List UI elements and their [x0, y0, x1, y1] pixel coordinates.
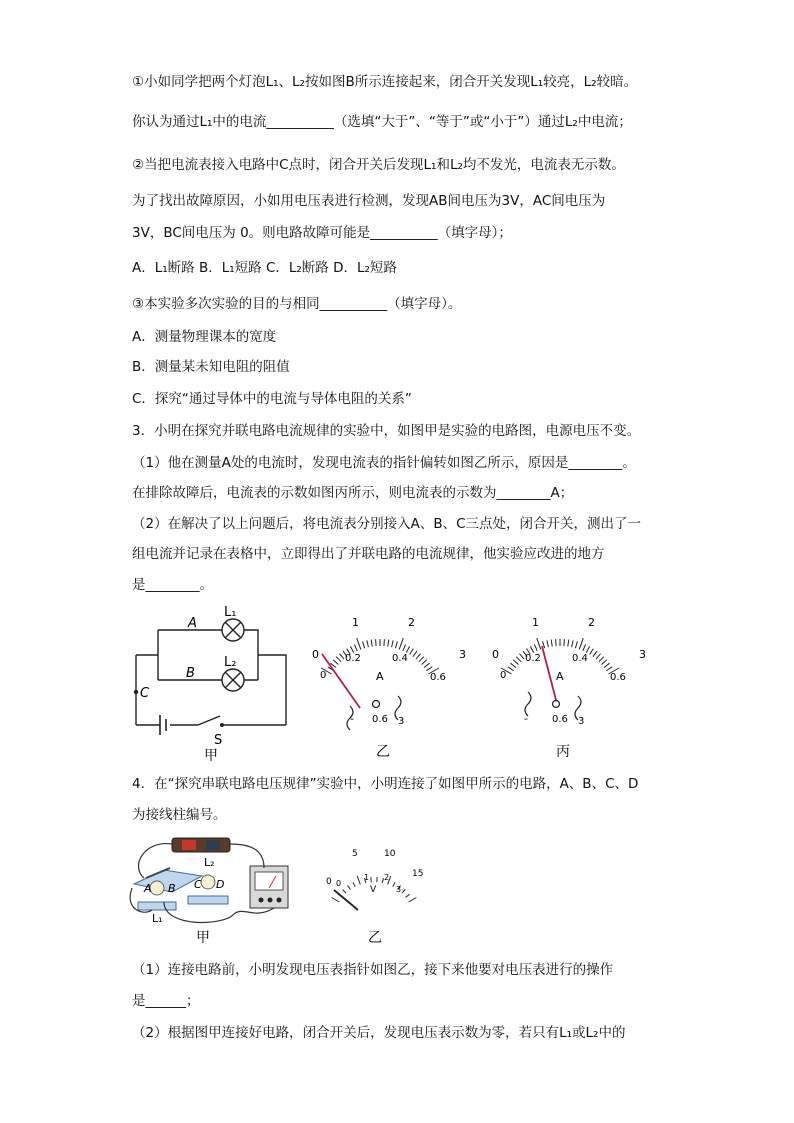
scale-tick	[367, 640, 369, 647]
scale-tick	[583, 644, 586, 650]
ammeter-scale-ticks	[501, 638, 619, 674]
scale-tick	[424, 663, 430, 667]
unit-label: A	[556, 670, 564, 683]
scale-tick	[363, 641, 365, 648]
scale-tick	[586, 646, 589, 652]
scale-tick	[604, 663, 610, 667]
battery-icon	[172, 838, 230, 852]
text-line: 组电流并记录在表格中，立即得出了并联电路的电流规律，他实验应改进的地方	[132, 546, 605, 562]
voltmeter-yi	[326, 849, 423, 946]
scale-label: 0	[326, 877, 332, 887]
scale-tick	[357, 638, 361, 649]
scale-label: 3	[396, 885, 402, 894]
scale-tick	[575, 641, 577, 648]
text-line: ①小如同学把两个灯泡L₁、L₂按如图B所示连接起来，闭合开关发现L₁较亮，L₂较暗。	[132, 74, 638, 90]
terminal-icon	[373, 701, 380, 708]
label-point-a: A	[188, 616, 197, 631]
text-line: （2）根据图甲连接好电路，闭合开关后，发现电压表示数为零，若只有L₁或L₂中的	[132, 1025, 626, 1041]
scale-label: 0	[320, 670, 327, 681]
scale-label: 0.6	[430, 672, 446, 683]
lamp-base	[188, 896, 228, 904]
scale-tick	[556, 639, 557, 646]
ammeter-bing	[492, 616, 646, 760]
scale-tick	[402, 890, 406, 894]
text-line: C．探究“通过导体中的电流与导体电阻的关系”	[132, 391, 412, 407]
scale-label: 0.6	[610, 672, 626, 683]
scale-label: 3	[459, 648, 466, 661]
scale-label: 0	[492, 648, 499, 661]
caption-yi: 乙	[376, 744, 390, 760]
label-b: B	[168, 882, 176, 895]
scale-tick	[513, 660, 518, 665]
scale-tick	[422, 660, 427, 665]
point-c-dot	[134, 690, 138, 694]
scale-tick	[602, 660, 607, 665]
figure-4	[124, 830, 444, 950]
scale-tick	[599, 657, 604, 662]
scale-tick	[593, 651, 597, 657]
scale-tick	[590, 649, 594, 655]
text-line: 在排除故障后，电流表的示数如图丙所示，则电流表的示数为________A；	[132, 485, 574, 501]
scale-label: 3	[639, 648, 646, 661]
scale-tick	[419, 657, 424, 662]
bulb-icon	[201, 875, 215, 889]
terminal-label: 0.6	[552, 714, 568, 725]
scale-tick	[371, 640, 372, 647]
series-circuit-photo	[130, 838, 288, 946]
scale-tick	[537, 638, 541, 649]
scale-tick	[343, 890, 347, 894]
scale-tick	[426, 667, 432, 671]
scale-label: 5	[352, 849, 358, 859]
scale-label: 1	[532, 616, 539, 629]
terminal-label: -	[524, 712, 528, 725]
parallel-circuit-diagram	[136, 619, 286, 735]
scale-tick	[520, 654, 525, 659]
scale-tick	[393, 882, 395, 886]
scale-tick	[376, 639, 377, 646]
text-line: 是______；	[132, 993, 200, 1009]
scale-tick	[606, 667, 612, 671]
scale-tick	[384, 639, 385, 646]
text-line: 你认为通过L₁中的电流__________（选填“大于”、“等于”或“小于”）通过L₂中电流；	[132, 114, 632, 130]
ammeter-yi	[312, 616, 466, 760]
text-line: ③本实验多次实验的目的与相同__________（填字母）。	[132, 296, 462, 312]
scale-tick	[336, 657, 341, 662]
label-l2: L₂	[204, 856, 215, 869]
scale-tick	[508, 667, 514, 671]
scale-label: 0.4	[392, 653, 408, 664]
text-line: （2）在解决了以上问题后，将电流表分别接入A、B、C三点处，闭合开关，测出了一	[132, 516, 642, 532]
scale-tick	[510, 663, 516, 667]
scale-label: 0.2	[345, 653, 361, 664]
text-line: B．测量某未知电阻的阻值	[132, 359, 290, 375]
scale-label: 0	[500, 670, 507, 681]
scale-tick	[516, 657, 521, 662]
label-c: C	[194, 878, 202, 891]
label-point-b: B	[186, 666, 195, 681]
scale-tick	[547, 640, 549, 647]
caption-bing: 丙	[556, 744, 570, 760]
scale-label: 0	[312, 648, 319, 661]
scale-tick	[353, 882, 355, 886]
text-line: 3V，BC间电压为 0。则电路故障可能是__________（填字母）；	[132, 225, 512, 241]
scale-tick	[340, 654, 345, 659]
scale-tick	[572, 640, 574, 647]
scale-tick	[416, 654, 421, 659]
scale-label: 1	[364, 873, 370, 882]
terminal-label: 3	[578, 716, 585, 727]
scale-tick	[410, 649, 414, 655]
caption-yi: 乙	[368, 930, 382, 946]
scale-label: 0.4	[572, 653, 588, 664]
scale-label: 2	[408, 616, 415, 629]
scale-label: 15	[412, 869, 424, 879]
scale-label: 0	[336, 879, 342, 888]
scale-tick	[392, 640, 394, 647]
text-line: （1）他在测量A处的电流时，发现电流表的指针偏转如图乙所示，原因是________。	[132, 455, 636, 471]
text-line: 为了找出故障原因，小如用电压表进行检测，发现AB间电压为3V，AC间电压为	[132, 193, 606, 209]
scale-tick	[413, 651, 417, 657]
label-switch: S	[214, 733, 223, 748]
scale-tick	[596, 654, 601, 659]
scale-tick	[406, 894, 410, 897]
text-line: 4．在“探究串联电路电压规律”实验中，小明连接了如图甲所示的电路，A、B、C、D	[132, 776, 639, 792]
label-l1: L₁	[224, 605, 237, 620]
scale-tick	[332, 898, 340, 903]
scale-label: 2	[384, 873, 390, 882]
terminal-icon	[553, 701, 560, 708]
scale-tick	[564, 639, 565, 646]
scale-tick	[395, 641, 397, 648]
label-l1: L₁	[152, 912, 163, 925]
scale-label: 0.2	[525, 653, 541, 664]
terminal-label: 3	[398, 716, 405, 727]
caption-jia: 甲	[196, 930, 210, 946]
text-line: ②当把电流表接入电路中C点时，闭合开关后发现L₁和L₂均不发光，电流表无示数。	[132, 157, 625, 173]
label-point-c: C	[140, 686, 150, 701]
unit-label: V	[370, 885, 377, 895]
scale-label: 10	[384, 849, 396, 859]
scale-tick	[403, 644, 406, 650]
scale-tick	[333, 660, 338, 665]
label-d: D	[216, 878, 225, 891]
text-line: 是________。	[132, 577, 213, 593]
scale-tick	[579, 638, 583, 649]
scale-tick	[357, 876, 360, 884]
scale-tick	[534, 644, 537, 650]
scale-tick	[350, 646, 353, 652]
scale-label: 1	[352, 616, 359, 629]
scale-tick	[568, 640, 569, 647]
label-l2: L₂	[224, 655, 237, 670]
caption-jia: 甲	[204, 748, 218, 764]
scale-label: 2	[588, 616, 595, 629]
needle	[542, 646, 556, 700]
text-line: 3．小明在探究并联电路电流规律的实验中，如图甲是实验的电路图，电源电压不变。	[132, 423, 641, 439]
unit-label: A	[376, 670, 384, 683]
scale-tick	[388, 640, 389, 647]
lamp-base	[138, 902, 176, 910]
scale-tick	[551, 640, 552, 647]
scale-tick	[348, 886, 351, 890]
scale-tick	[354, 644, 357, 650]
label-a: A	[144, 882, 152, 895]
scale-tick	[399, 638, 403, 649]
scale-tick	[406, 646, 409, 652]
terminal-label: 0.6	[372, 714, 388, 725]
text-line: 为接线柱编号。	[132, 807, 227, 823]
text-line: （1）连接电路前，小明发现电压表指针如图乙，接下来他要对电压表进行的操作	[132, 962, 614, 978]
scale-tick	[409, 898, 417, 903]
text-line: A．测量物理课本的宽度	[132, 329, 277, 345]
figure-3	[120, 600, 660, 770]
text-line: A．L₁断路 B．L₁短路 C．L₂断路 D．L₂短路	[132, 260, 397, 276]
ammeter-scale-ticks	[321, 638, 439, 674]
scale-tick	[530, 646, 533, 652]
bulb-icon	[150, 881, 164, 895]
terminal-label: -	[350, 712, 354, 725]
